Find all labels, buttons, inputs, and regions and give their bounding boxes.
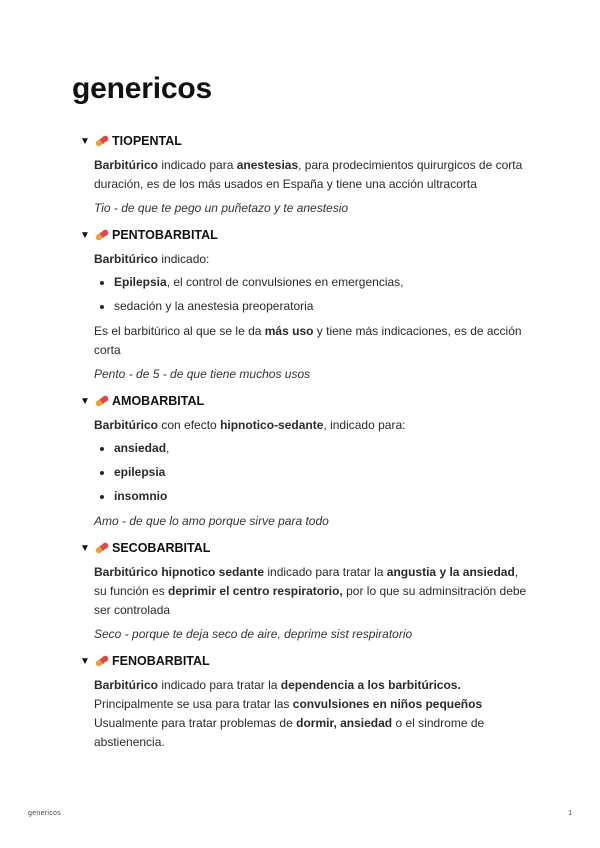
toggle-heading: SECOBARBITAL <box>112 541 211 555</box>
description-paragraph: Barbitúrico hipnotico sedante indicado para tratar la angustia y la ansiedad, su función es deprimir el centro respiratorio, por lo que su adminsitración debe ser controlada <box>94 565 527 617</box>
toggle-heading: TIOPENTAL <box>112 134 182 148</box>
caret-down-icon[interactable]: ▼ <box>80 135 90 147</box>
description-paragraph: Es el barbitúrico al que se le da más uso y tiene más indicaciones, es de acción corta <box>94 324 522 357</box>
mnemonic-note: Pento - de 5 - de que tiene muchos usos <box>94 367 311 381</box>
toggle-body <box>80 676 530 752</box>
toggle-amobarbital[interactable] <box>80 390 530 412</box>
pill-icon <box>94 134 110 148</box>
toggle-heading: PENTOBARBITAL <box>112 228 218 242</box>
toggle-body <box>80 416 530 531</box>
caret-down-icon[interactable]: ▼ <box>80 395 90 407</box>
bullet-list <box>94 274 530 315</box>
footer-page-number: 1 <box>568 810 572 817</box>
toggle-heading: AMOBARBITAL <box>112 394 205 408</box>
description-paragraph: Barbitúrico indicado para anestesias, para prodecimientos quirurgicos de corta duración, es de los más usados en España y tiene una acción ultracorta <box>94 158 523 191</box>
list-item: • insomnio <box>114 488 530 505</box>
list-item: • epilepsia <box>114 464 530 481</box>
description-paragraph: Barbitúrico indicado para tratar la dependencia a los barbitúricos. Principalmente se usa para tratar las convulsiones en niños pequeños Usualmente para tratar problemas de dormir, ansiedad o el sindrome de abstienencia. <box>94 678 485 749</box>
description-paragraph: Barbitúrico indicado: <box>94 252 210 266</box>
list-item: • Epilepsia, el control de convulsiones en emergencias, <box>114 274 530 291</box>
toggle-section-pentobarbital <box>80 224 530 384</box>
toggle-pentobarbital[interactable] <box>80 224 530 246</box>
pill-icon <box>94 654 110 668</box>
toggle-secobarbital[interactable] <box>80 537 530 559</box>
caret-down-icon[interactable]: ▼ <box>80 229 90 241</box>
bullet-list <box>94 440 530 505</box>
toggle-body <box>80 156 530 218</box>
pill-icon <box>94 228 110 242</box>
list-item: • ansiedad, <box>114 440 530 457</box>
mnemonic-note: Amo - de que lo amo porque sirve para todo <box>94 514 329 528</box>
toggle-body <box>80 250 530 384</box>
description-paragraph: Barbitúrico con efecto hipnotico-sedante, indicado para: <box>94 418 406 432</box>
toggle-heading: FENOBARBITAL <box>112 654 210 668</box>
document-content <box>80 130 530 757</box>
caret-down-icon[interactable]: ▼ <box>80 655 90 667</box>
mnemonic-note: Seco - porque te deja seco de aire, deprime sist respiratorio <box>94 627 413 641</box>
toggle-section-tiopental <box>80 130 530 218</box>
page-title: genericos <box>72 72 212 105</box>
caret-down-icon[interactable]: ▼ <box>80 542 90 554</box>
toggle-section-secobarbital <box>80 537 530 644</box>
toggle-section-fenobarbital <box>80 650 530 752</box>
toggle-fenobarbital[interactable] <box>80 650 530 672</box>
list-item: • sedación y la anestesia preoperatoria <box>114 298 530 315</box>
toggle-tiopental[interactable] <box>80 130 530 152</box>
footer-doc-name: genericos <box>28 810 62 817</box>
pill-icon <box>94 541 110 555</box>
mnemonic-note: Tio - de que te pego un puñetazo y te anestesio <box>94 201 349 215</box>
toggle-body <box>80 563 530 644</box>
pill-icon <box>94 394 110 408</box>
toggle-section-amobarbital <box>80 390 530 531</box>
